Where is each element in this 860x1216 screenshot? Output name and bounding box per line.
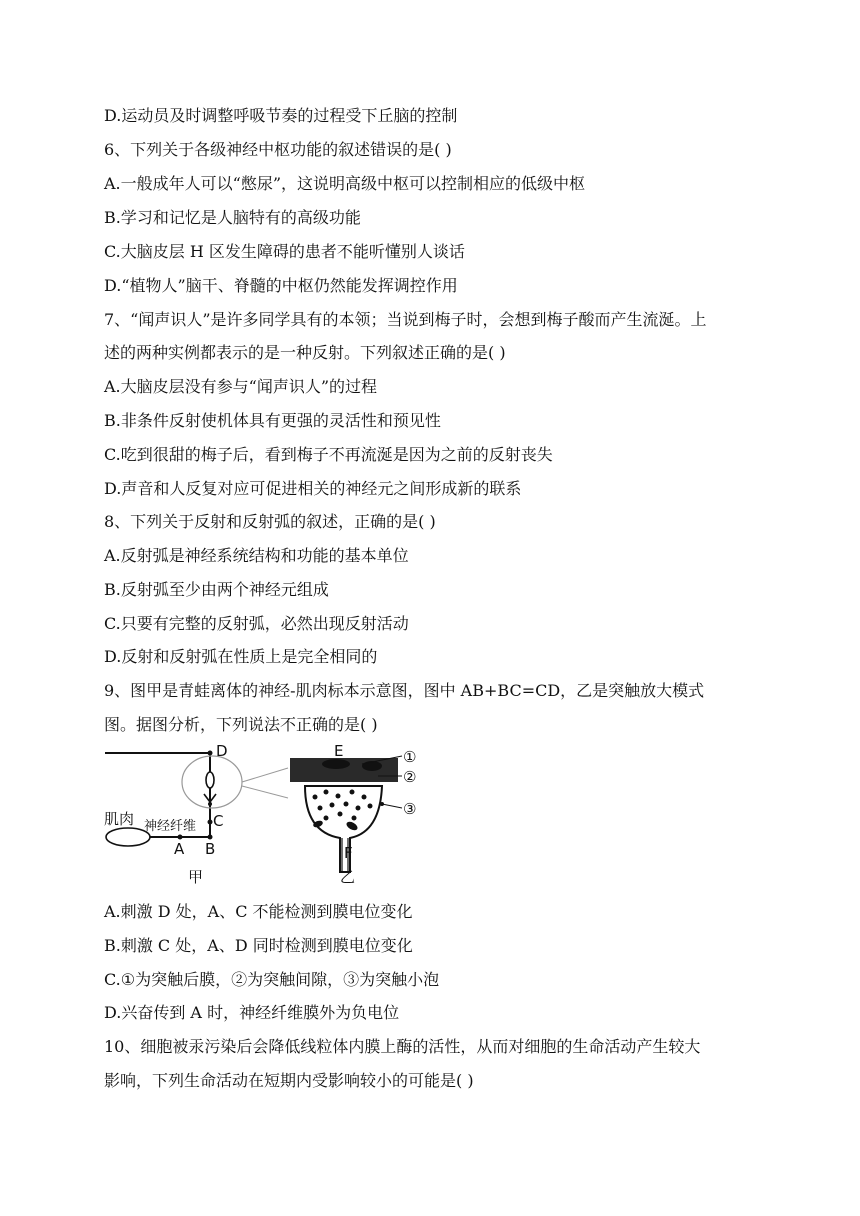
- label-fiber: 神经纤维: [144, 819, 197, 834]
- magnify-line-2: [242, 786, 288, 798]
- question-6: 6、下列关于各级神经中枢功能的叙述错误的是( ): [104, 140, 452, 159]
- neuromuscular-figure: [100, 742, 440, 892]
- label-f: F: [344, 844, 353, 862]
- label-d: D: [216, 742, 228, 760]
- point-d-dot: [208, 751, 213, 756]
- label-e: E: [334, 742, 344, 760]
- label-muscle: 肌肉: [104, 810, 135, 828]
- synapse-dot: [208, 802, 212, 806]
- option-7d: D.声音和人反复对应可促进相关的神经元之间形成新的联系: [104, 479, 522, 498]
- option-8d: D.反射和反射弧在性质上是完全相同的: [104, 647, 378, 666]
- label-3: ③: [403, 800, 417, 818]
- label-2: ②: [403, 768, 417, 786]
- label-1: ①: [403, 748, 417, 766]
- option-8b: B.反射弧至少由两个神经元组成: [104, 580, 329, 599]
- option-7a: A.大脑皮层没有参与“闻声识人”的过程: [104, 377, 378, 396]
- option-5d: D.运动员及时调整呼吸节奏的过程受下丘脑的控制: [104, 106, 458, 125]
- point-b-dot: [208, 835, 213, 840]
- question-7-line2: 述的两种实例都表示的是一种反射。下列叙述正确的是( ): [104, 343, 506, 362]
- point-a-dot: [178, 835, 183, 840]
- option-8c: C.只要有完整的反射弧，必然出现反射活动: [104, 614, 409, 633]
- caption-right: 乙: [340, 868, 356, 886]
- label-a: A: [174, 840, 185, 858]
- option-9c: C.①为突触后膜，②为突触间隙，③为突触小泡: [104, 970, 440, 989]
- option-7c: C.吃到很甜的梅子后，看到梅子不再流涎是因为之前的反射丧失: [104, 445, 553, 464]
- membrane-blob-1: [322, 759, 350, 769]
- label-b: B: [205, 840, 216, 858]
- question-10-line2: 影响，下列生命活动在短期内受影响较小的可能是( ): [104, 1071, 474, 1090]
- question-9-line2: 图。据图分析，下列说法不正确的是( ): [104, 715, 378, 734]
- question-8: 8、下列关于反射和反射弧的叙述，正确的是( ): [104, 512, 436, 531]
- question-9-line1: 9、图甲是青蛙离体的神经-肌肉标本示意图，图中 AB+BC=CD，乙是突触放大模式: [104, 681, 705, 700]
- option-9d: D.兴奋传到 A 时，神经纤维膜外为负电位: [104, 1003, 400, 1022]
- magnify-line-1: [242, 768, 288, 782]
- option-6a: A.一般成年人可以“憋尿”，这说明高级中枢可以控制相应的低级中枢: [104, 174, 586, 193]
- label-c: C: [213, 812, 224, 830]
- option-8a: A.反射弧是神经系统结构和功能的基本单位: [104, 546, 409, 565]
- neuron-body: [206, 772, 214, 788]
- option-6b: B.学习和记忆是人脑特有的高级功能: [104, 208, 361, 227]
- question-10-line1: 10、细胞被汞污染后会降低线粒体内膜上酶的活性，从而对细胞的生命活动产生较大: [104, 1037, 701, 1056]
- pointer-3: [382, 804, 402, 808]
- option-6c: C.大脑皮层 H 区发生障碍的患者不能听懂别人谈话: [104, 242, 465, 261]
- option-7b: B.非条件反射使机体具有更强的灵活性和预见性: [104, 411, 441, 430]
- option-9a: A.刺激 D 处，A、C 不能检测到膜电位变化: [104, 902, 413, 921]
- caption-left: 甲: [188, 868, 204, 886]
- option-9b: B.刺激 C 处，A、D 同时检测到膜电位变化: [104, 936, 413, 955]
- option-6d: D.“植物人”脑干、脊髓的中枢仍然能发挥调控作用: [104, 276, 458, 295]
- question-7-line1: 7、“闻声识人”是许多同学具有的本领；当说到梅子时，会想到梅子酸而产生流涎。上: [104, 310, 707, 329]
- figure-svg: [100, 742, 440, 892]
- point-c-dot: [208, 820, 213, 825]
